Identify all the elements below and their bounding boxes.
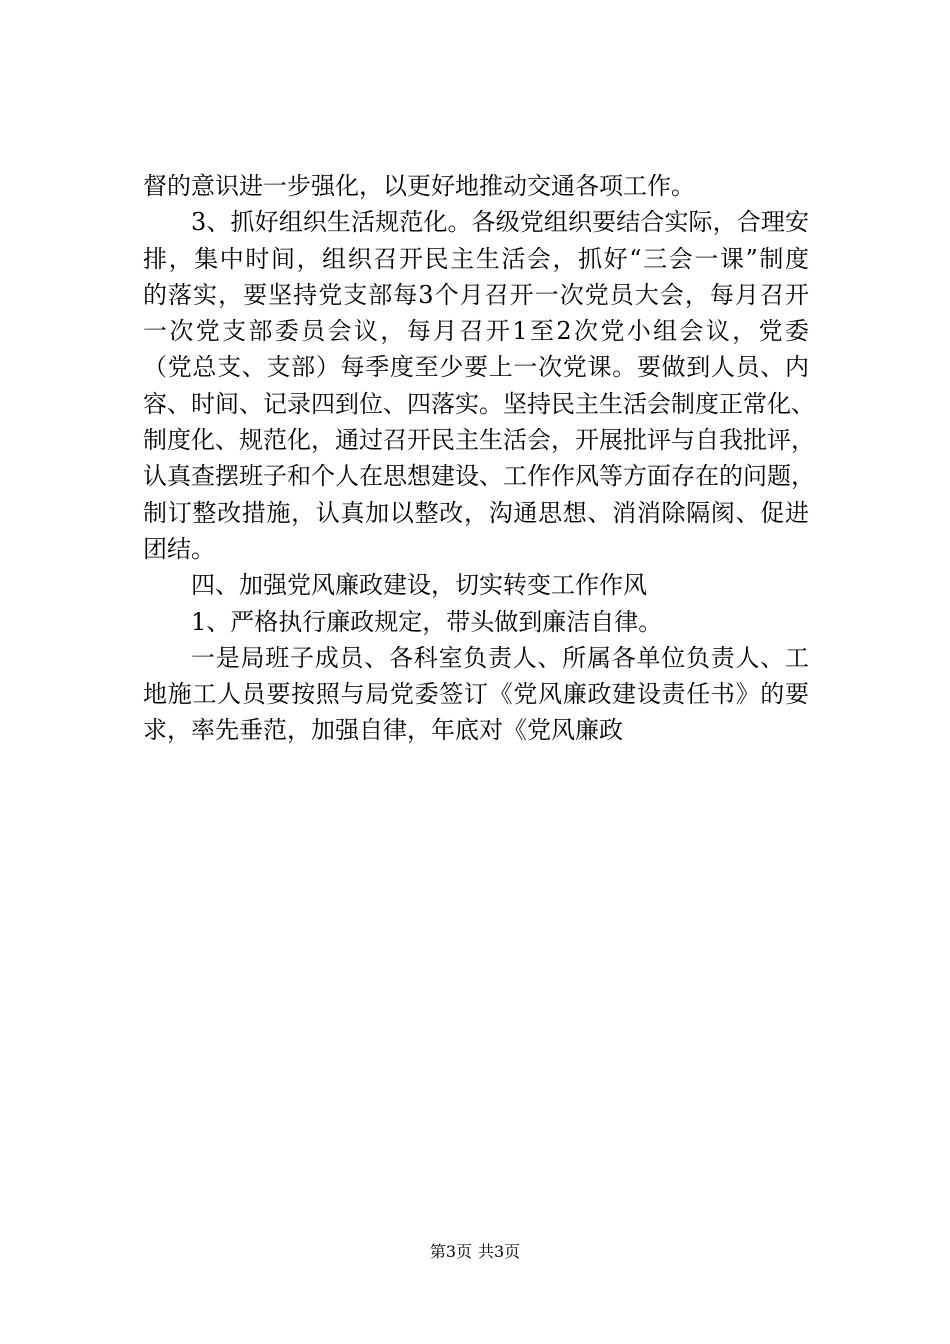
text-line: 求，率先垂范，加强自律，年底对《党风廉政 bbox=[143, 716, 623, 745]
text-line: 排，集中时间，组织召开民主生活会，抓好“三会一课”制度 bbox=[143, 244, 809, 273]
text-line: 容、时间、记录四到位、四落实。坚持民主生活会制度正常化、 bbox=[143, 389, 815, 418]
document-body bbox=[143, 168, 815, 749]
subsection-heading: 1、严格执行廉政规定，带头做到廉洁自律。 bbox=[191, 607, 663, 636]
page-number: 第3页 bbox=[429, 1242, 472, 1261]
page-total: 共3页 bbox=[478, 1242, 521, 1261]
text-line: 督的意识进一步强化，以更好地推动交通各项工作。 bbox=[143, 172, 695, 200]
text-line: 的落实，要坚持党支部每3个月召开一次党员大会，每月召开 bbox=[143, 280, 809, 309]
text-line: （党总支、支部）每季度至少要上一次党课。要做到人员、内 bbox=[143, 353, 809, 382]
page-footer bbox=[0, 1240, 950, 1264]
text-line: 制订整改措施，认真加以整改，沟通思想、消消除隔阂、促进 bbox=[143, 498, 809, 527]
section-heading: 四、加强党风廉政建设，切实转变工作作风 bbox=[191, 571, 647, 600]
text-line: 一次党支部委员会议，每月召开1至2次党小组会议，党委 bbox=[143, 317, 809, 346]
text-line: 认真查摆班子和个人在思想建设、工作作风等方面存在的问题， bbox=[143, 462, 815, 491]
text-line: 团结。 bbox=[143, 534, 215, 563]
text-line: 地施工人员要按照与局党委签订《党风廉政建设责任书》的要 bbox=[143, 680, 809, 709]
text-line: 一是局班子成员、各科室负责人、所属各单位负责人、工 bbox=[191, 643, 809, 672]
text-line: 制度化、规范化，通过召开民主生活会，开展批评与自我批评， bbox=[143, 426, 815, 455]
text-line: 3、抓好组织生活规范化。各级党组织要结合实际，合理安 bbox=[191, 208, 809, 237]
